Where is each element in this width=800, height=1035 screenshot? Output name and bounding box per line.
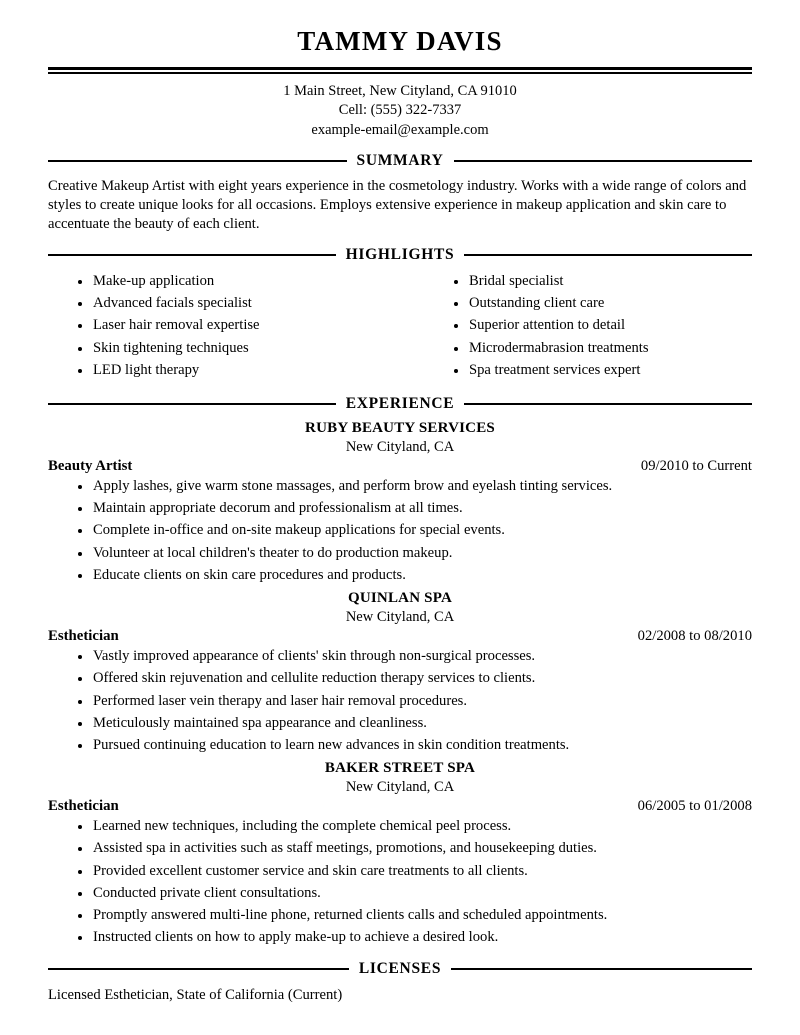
employer-name: BAKER STREET SPA xyxy=(324,760,476,777)
list-item: Microdermabrasion treatments xyxy=(424,339,752,358)
list-item: Laser hair removal expertise xyxy=(48,316,400,335)
section-heading-licenses xyxy=(48,960,752,978)
employer-location: New Cityland, CA xyxy=(345,608,455,625)
job-title: Beauty Artist xyxy=(48,457,133,474)
experience-entry xyxy=(48,589,752,755)
list-item: Bridal specialist xyxy=(424,272,752,291)
list-item: Instructed clients on how to apply make-up to achieve a desired look. xyxy=(48,928,752,947)
resume-header xyxy=(48,0,752,140)
heading-rule-right xyxy=(451,968,752,970)
list-item: Apply lashes, give warm stone massages, and perform brow and eyelash tinting services. xyxy=(48,477,752,496)
summary-paragraph: Creative Makeup Artist with eight years experience in the cosmetology industry. Works with a wide range of colors and styles to create unique looks for all occasions. Employs extensive experience in makeup application and skin care to accentuate the beauty of each client. xyxy=(48,177,747,232)
section-title-summary: SUMMARY xyxy=(356,151,444,169)
section-title-licenses: LICENSES xyxy=(358,959,442,977)
heading-rule-right xyxy=(464,403,752,405)
contact-email: example-email@example.com xyxy=(311,121,489,138)
list-item: Performed laser vein therapy and laser hair removal procedures. xyxy=(48,692,752,711)
list-item: Outstanding client care xyxy=(424,294,752,313)
list-item: Conducted private client consultations. xyxy=(48,884,752,903)
list-item: Spa treatment services expert xyxy=(424,361,752,380)
job-title: Esthetician xyxy=(48,798,119,815)
job-title-row xyxy=(48,458,752,475)
section-heading-experience xyxy=(48,395,752,413)
section-heading-highlights xyxy=(48,246,752,264)
list-item: Provided excellent customer service and skin care treatments to all clients. xyxy=(48,862,752,881)
heading-rule-right xyxy=(454,160,753,162)
header-divider xyxy=(48,67,752,74)
list-item: Meticulously maintained spa appearance and cleanliness. xyxy=(48,714,752,733)
contact-phone: Cell: (555) 322-7337 xyxy=(338,102,462,119)
heading-rule-left xyxy=(48,968,349,970)
job-title-row xyxy=(48,798,752,815)
list-item: Volunteer at local children's theater to do production makeup. xyxy=(48,544,752,563)
heading-rule-left xyxy=(48,160,347,162)
list-item: Maintain appropriate decorum and professionalism at all times. xyxy=(48,499,752,518)
list-item: Learned new techniques, including the complete chemical peel process. xyxy=(48,817,752,836)
contact-address: 1 Main Street, New Cityland, CA 91010 xyxy=(283,83,517,100)
section-title-experience: EXPERIENCE xyxy=(345,395,455,413)
heading-rule-left xyxy=(48,254,336,256)
list-item: Promptly answered multi-line phone, returned clients calls and scheduled appointments. xyxy=(48,906,752,925)
job-title-row xyxy=(48,628,752,645)
employer-name: RUBY BEAUTY SERVICES xyxy=(305,420,495,437)
candidate-name: TAMMY DAVIS xyxy=(297,26,503,56)
list-item: Assisted spa in activities such as staff meetings, promotions, and housekeeping duties. xyxy=(48,839,752,858)
license-entry: Licensed Esthetician, State of California (Current) xyxy=(48,986,343,1003)
list-item: Make-up application xyxy=(48,272,400,291)
list-item: Pursued continuing education to learn new advances in skin condition treatments. xyxy=(48,736,752,755)
experience-entry xyxy=(48,419,752,585)
list-item: Advanced facials specialist xyxy=(48,294,400,313)
job-responsibilities xyxy=(48,477,752,585)
list-item: Vastly improved appearance of clients' skin through non-surgical processes. xyxy=(48,647,752,666)
employer-location: New Cityland, CA xyxy=(345,779,455,796)
section-title-highlights: HIGHLIGHTS xyxy=(345,245,455,263)
experience-entry xyxy=(48,759,752,947)
list-item: LED light therapy xyxy=(48,361,400,380)
job-dates: 09/2010 to Current xyxy=(640,457,752,474)
highlights-list-right xyxy=(424,272,752,380)
section-heading-summary xyxy=(48,152,752,170)
contact-block xyxy=(48,82,752,140)
list-item: Superior attention to detail xyxy=(424,316,752,335)
highlights-list-left xyxy=(48,272,400,380)
highlights-column-left xyxy=(48,272,400,383)
highlights-columns xyxy=(48,272,752,383)
list-item: Complete in-office and on-site makeup applications for special events. xyxy=(48,521,752,540)
employer-name: QUINLAN SPA xyxy=(347,590,452,607)
job-dates: 06/2005 to 01/2008 xyxy=(637,798,752,815)
highlights-column-right xyxy=(400,272,752,383)
heading-rule-right xyxy=(464,254,752,256)
employer-location: New Cityland, CA xyxy=(345,438,455,455)
job-responsibilities xyxy=(48,817,752,948)
job-title: Esthetician xyxy=(48,628,119,645)
job-responsibilities xyxy=(48,647,752,755)
list-item: Educate clients on skin care procedures and products. xyxy=(48,566,752,585)
heading-rule-left xyxy=(48,403,336,405)
list-item: Offered skin rejuvenation and cellulite reduction therapy services to clients. xyxy=(48,669,752,688)
list-item: Skin tightening techniques xyxy=(48,339,400,358)
job-dates: 02/2008 to 08/2010 xyxy=(637,628,752,645)
